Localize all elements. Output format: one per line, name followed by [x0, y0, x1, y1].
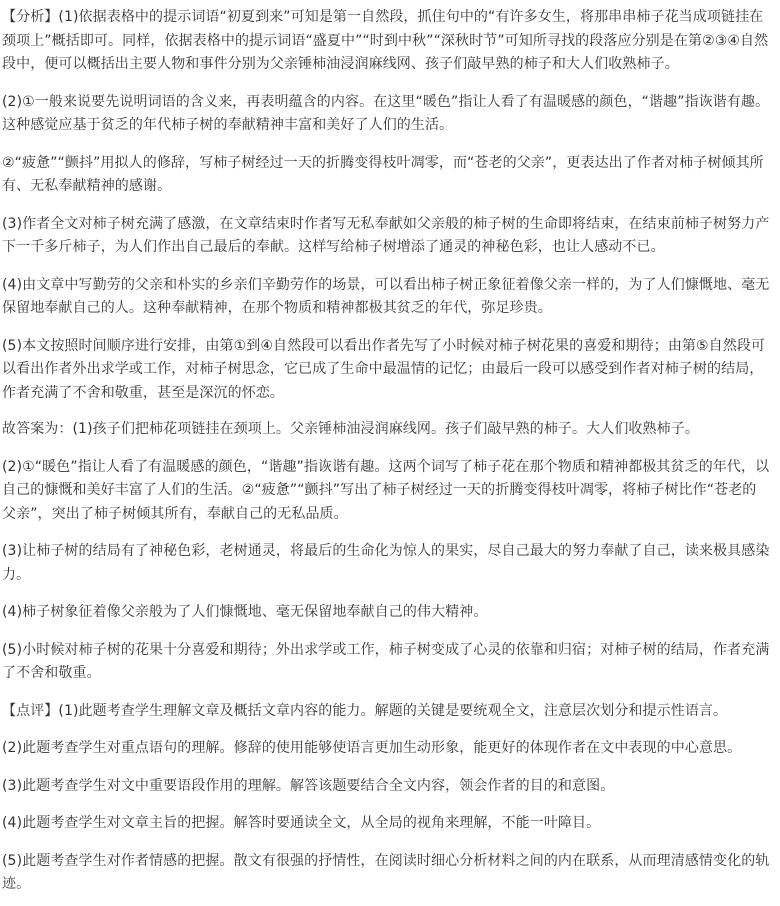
comment-paragraph-4: (4)此题考查学生对文章主旨的把握。解答时要通读全文，从全局的视角来理解，不能一叶障目。 [2, 815, 601, 831]
answer-paragraph-5: (5)小时候对柿子树的花果十分喜爱和期待；外出求学或工作，柿子树变成了心灵的依靠和归宿；对柿子树的结局，作者充满了不舍和敬重。 [2, 641, 770, 681]
answer-paragraph-1: 故答案为：(1)孩子们把柿花项链挂在颈项上。父亲锤柿油浸润麻线网。孩子们敲早熟的柿子。大人们收熟柿子。 [2, 421, 699, 437]
comment-paragraph-3: (3)此题考查学生对文中重要语段作用的理解。解答该题要结合全文内容，领会作者的目的和意图。 [2, 777, 615, 794]
analysis-paragraph-4: (3)作者全文对柿子树充满了感激，在文章结束时作者写无私奉献如父亲般的柿子树的生命即将结束，在结束前柿子树努力产下一千多斤柿子，为人们作出自己最后的奉献。这样写给柿子树增添了通灵的神秘色彩，也让人感动不已。 [2, 215, 770, 255]
analysis-paragraph-5: (4)由文章中写勤劳的父亲和朴实的乡亲们辛勤劳作的场景，可以看出柿子树正象征着像父亲一样的，为了人们慷慨地、毫无保留地奉献自己的人。这种奉献精神，在那个物质和精神都极其贫乏的年代，弥足珍贵。 [2, 276, 770, 316]
analysis-paragraph-3: ②“疲惫”“颤抖”用拟人的修辞，写柿子树经过一天的折腾变得枝叶凋零，而“苍老的父亲”，更表达出了作者对柿子树倾其所有、无私奉献精神的感谢。 [2, 154, 764, 194]
comment-paragraph-2: (2)此题考查学生对重点语句的理解。修辞的使用能够使语言更加生动形象，能更好的体现作者在文中表现的中心意思。 [2, 740, 742, 756]
comment-paragraph-5: (5)此题考查学生对作者情感的把握。散文有很强的抒情性，在阅读时细心分析材料之间的内在联系，从而理清感情变化的轨迹。 [2, 852, 770, 892]
analysis-paragraph-6: (5)本文按照时间顺序进行安排，由第①到④自然段可以看出作者先写了小时候对柿子树花果的喜爱和期待；由第⑤自然段可以看出作者外出求学或工作，对柿子树思念，它已成了生命中最温情的记忆；由最后一段可以感受到作者对柿子树的结局，作者充满了不舍和敬重，甚至是深沉的怀恋。 [2, 337, 766, 401]
analysis-paragraph-2: (2)①一般来说要先说明词语的含义来，再表明蕴含的内容。在这里“暖色”指让人看了有温暖感的颜色，“谐趣”指诙谐有趣。这种感觉应基于贫乏的年代柿子树的奉献精神丰富和美好了人们的生活。 [2, 93, 770, 133]
comment-paragraph-1: 【点评】(1)此题考查学生理解文章及概括文章内容的能力。解题的关键是要统观全文，注意层次划分和提示性语言。 [2, 702, 728, 719]
analysis-paragraph-1: 【分析】(1)依据表格中的提示词语“初夏到来”可知是第一自然段，抓住句中的“有许多女生，将那串串柿子花当成项链挂在颈项上”概括即可。同样，依据表格中的提示词语“盛夏中”“时到中秋”“深秋时节”可知所寻找的段落应分别是在第②③④自然段中，便可以概括出主要人物和事件分别为父亲锤柿油浸润麻线网、孩子们敲早熟的柿子和大人们收熟柿子。 [2, 9, 769, 72]
answer-paragraph-3: (3)让柿子树的结局有了神秘色彩，老树通灵，将最后的生命化为惊人的果实，尽自己最大的努力奉献了自己，读来极具感染力。 [2, 543, 770, 583]
answer-paragraph-4: (4)柿子树象征着像父亲般为了人们慷慨地、毫无保留地奉献自己的伟大精神。 [2, 604, 488, 620]
answer-paragraph-2: (2)①“暖色”指让人看了有温暖感的颜色，“谐趣”指诙谐有趣。这两个词写了柿子花在那个物质和精神都极其贫乏的年代，以自己的慷慨和美好丰富了人们的生活。②“疲惫”“颤抖”写出了柿子树经过一天的折腾变得枝叶凋零，将柿子树比作“苍老的父亲”，突出了柿子树倾其所有，奉献自己的无私品质。 [2, 458, 770, 522]
